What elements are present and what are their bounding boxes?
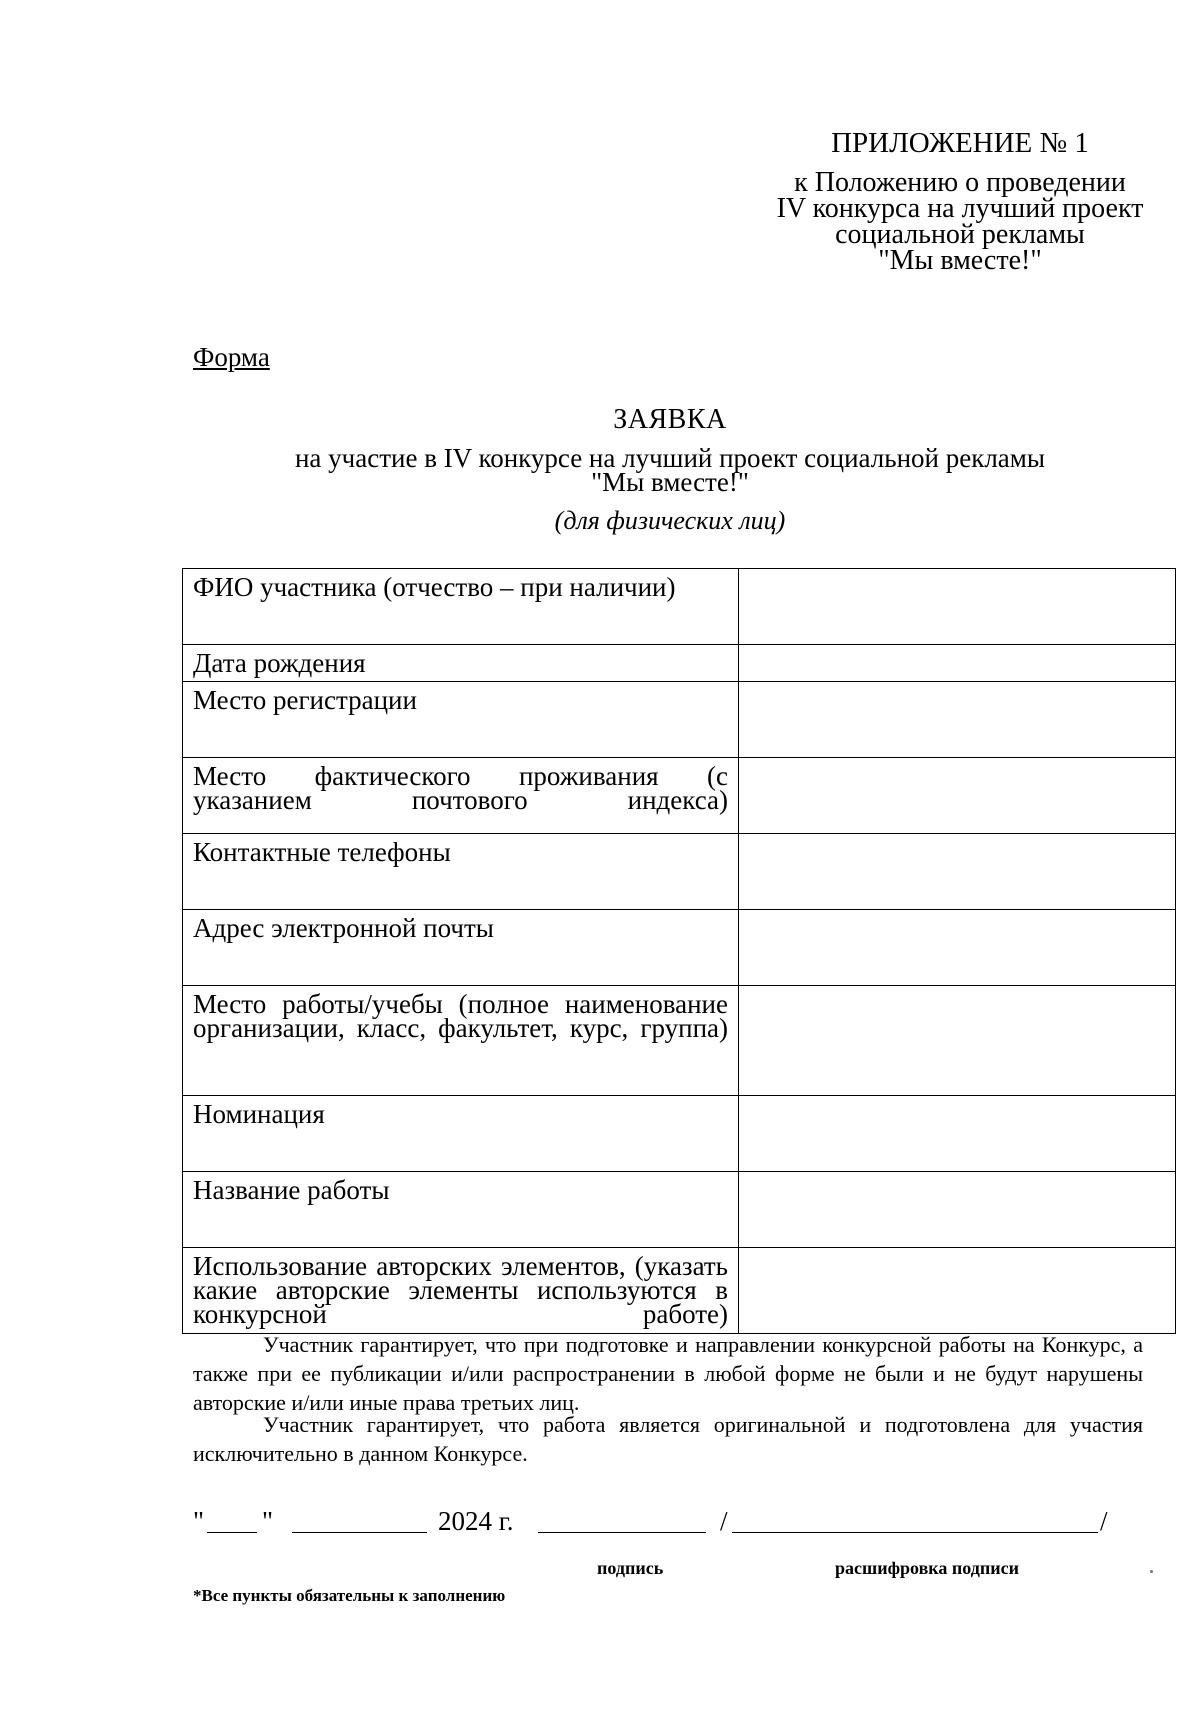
- row-label-full-name: ФИО участника (отчество – при наличии): [183, 569, 739, 645]
- application-title: ЗАЯВКА: [613, 404, 727, 435]
- application-form-table: [182, 568, 1176, 1334]
- table-row: [183, 1248, 1176, 1334]
- annex-line: к Положению о проведении: [794, 167, 1126, 198]
- authors-elements-field[interactable]: [739, 1248, 1176, 1334]
- scan-dot: [1150, 1570, 1153, 1573]
- row-label-work-title: Название работы: [183, 1172, 739, 1248]
- table-row: [183, 682, 1176, 758]
- table-row: [183, 834, 1176, 910]
- signature-caption: подпись: [597, 1558, 664, 1578]
- residence-field[interactable]: [739, 758, 1176, 834]
- table-row: [183, 1096, 1176, 1172]
- month-blank[interactable]: [292, 1532, 427, 1533]
- annex-description: [760, 167, 1160, 276]
- application-note: (для физических лиц): [554, 506, 786, 535]
- row-label-email: Адрес электронной почты: [183, 910, 739, 986]
- row-label-workplace: Место работы/учебы (полное наименование организации, класс, факультет, курс, группа): [183, 986, 739, 1096]
- phones-field[interactable]: [739, 834, 1176, 910]
- annex-line: IV конкурса на лучший проект: [776, 193, 1144, 224]
- row-label-authors-elements: Использование авторских элементов, (указать какие авторские элементы используются в конкурсной работе): [183, 1248, 739, 1334]
- signature-decode-caption: расшифровка подписи: [835, 1558, 1019, 1578]
- slash-end: /: [1100, 1506, 1108, 1536]
- signature-decode-blank[interactable]: [732, 1532, 1098, 1533]
- table-row: [183, 910, 1176, 986]
- form-label: Форма: [193, 342, 270, 372]
- footnote: *Все пункты обязательны к заполнению: [193, 1586, 506, 1605]
- workplace-field[interactable]: [739, 986, 1176, 1096]
- guarantee-paragraph-2: Участник гарантирует, что работа является оригинальной и подготовлена для участия исключительно в данном Конкурсе.: [193, 1412, 1143, 1466]
- birth-date-field[interactable]: [739, 645, 1176, 682]
- table-row: [183, 758, 1176, 834]
- application-subtitle-line: на участие в IV конкурсе на лучший проект социальной рекламы: [294, 443, 1045, 473]
- row-label-residence: Место фактического проживания (с указанием почтового индекса): [183, 758, 739, 834]
- table-row: [183, 1172, 1176, 1248]
- full-name-field[interactable]: [739, 569, 1176, 645]
- signature-blank[interactable]: [538, 1532, 706, 1533]
- table-row: [183, 569, 1176, 645]
- annex-line: социальной рекламы: [835, 219, 1085, 250]
- annex-line: "Мы вместе!": [878, 245, 1042, 276]
- row-label-phones: Контактные телефоны: [183, 834, 739, 910]
- year-label: 2024 г.: [438, 1506, 514, 1536]
- application-subtitle-line: "Мы вместе!": [591, 467, 749, 497]
- date-quote-open: ": [193, 1506, 205, 1536]
- slash-separator: /: [720, 1506, 728, 1536]
- table-row: [183, 645, 1176, 682]
- row-label-birth-date: Дата рождения: [183, 645, 739, 682]
- table-row: [183, 986, 1176, 1096]
- annex-title: ПРИЛОЖЕНИЕ № 1: [831, 127, 1089, 159]
- row-label-registration: Место регистрации: [183, 682, 739, 758]
- row-label-nomination: Номинация: [183, 1096, 739, 1172]
- nomination-field[interactable]: [739, 1096, 1176, 1172]
- registration-field[interactable]: [739, 682, 1176, 758]
- day-blank[interactable]: [207, 1532, 257, 1533]
- work-title-field[interactable]: [739, 1172, 1176, 1248]
- email-field[interactable]: [739, 910, 1176, 986]
- application-subtitle: [180, 443, 1160, 497]
- date-quote-close: ": [262, 1506, 274, 1536]
- guarantee-paragraph-1: Участник гарантирует, что при подготовке и направлении конкурсной работы на Конкурс, а также при ее публикации и/или распространении в любой форме не были и не будут нарушены авторские и/или иные права третьих лиц.: [193, 1332, 1143, 1415]
